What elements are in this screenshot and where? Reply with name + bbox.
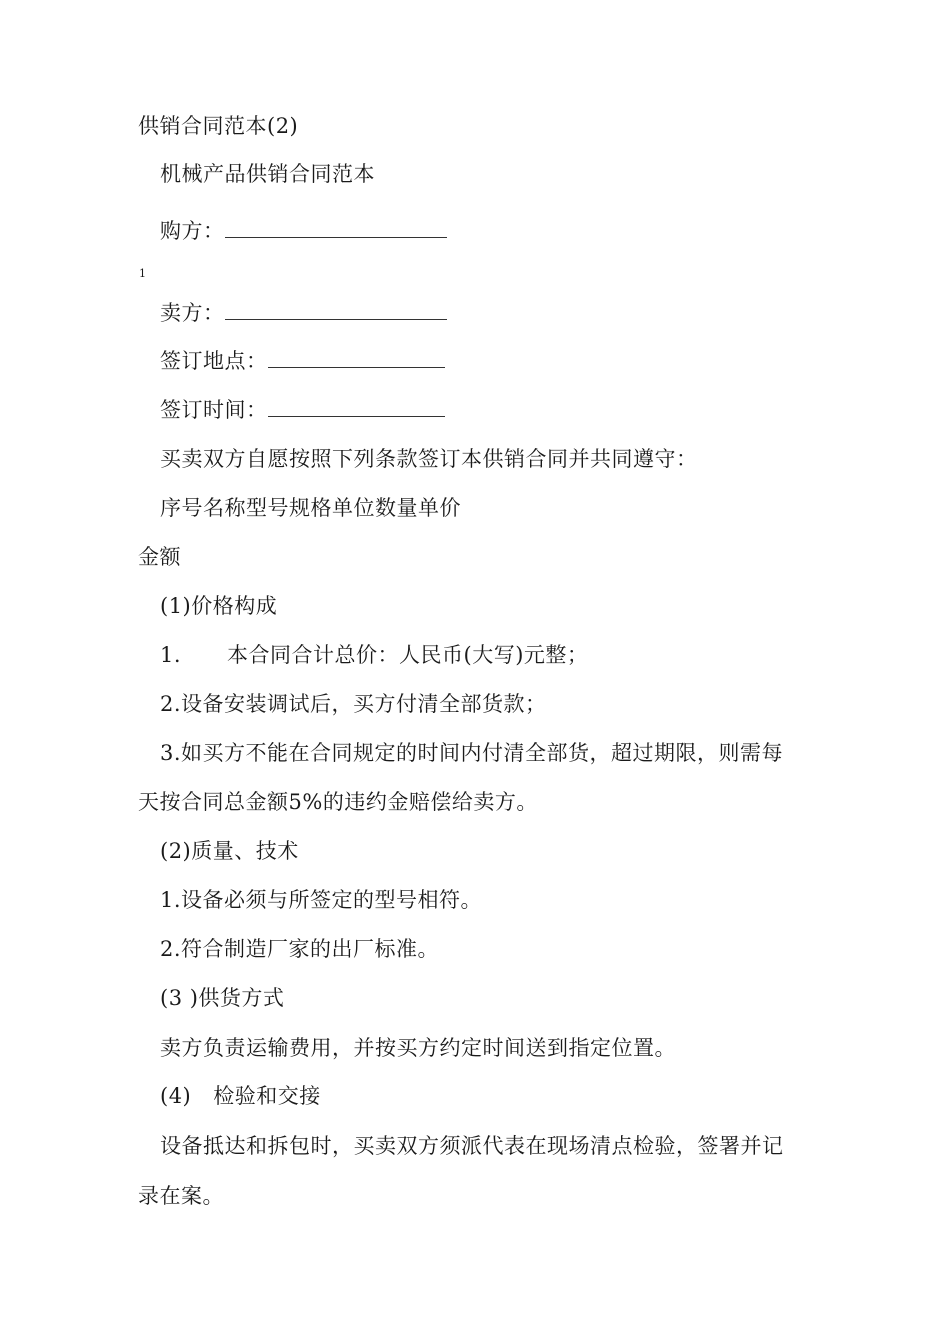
time-label: 签订时间：	[160, 398, 268, 422]
section-3-text: 卖方负责运输费用，并按买方约定时间送到指定位置。	[160, 1036, 676, 1060]
place-blank	[268, 347, 445, 368]
buyer-line	[160, 217, 447, 245]
section-1-item-2: 2.设备安装调试后，买方付清全部货款；	[160, 692, 547, 716]
seller-blank	[225, 299, 447, 320]
section-1-item-1-number: 1.	[160, 643, 182, 667]
buyer-blank	[225, 217, 447, 238]
section-2-item-2: 2.符合制造厂家的出厂标准。	[160, 937, 440, 961]
section-1-title: (1)价格构成	[160, 594, 278, 618]
intro-paragraph: 买卖双方自愿按照下列条款签订本供销合同并共同遵守：	[160, 447, 698, 471]
section-4-text-line-2: 录在案。	[138, 1184, 224, 1208]
margin-mark: 1	[139, 267, 146, 280]
time-blank	[268, 396, 445, 417]
place-label: 签订地点：	[160, 349, 268, 373]
table-header-continued: 金额	[138, 545, 181, 569]
section-3-title: (3 )供货方式	[160, 986, 285, 1010]
section-4-number: (4)	[160, 1084, 192, 1108]
place-line	[160, 347, 445, 375]
seller-label: 卖方：	[160, 301, 225, 325]
section-4-title-line	[160, 1082, 321, 1110]
seller-line	[160, 299, 447, 327]
section-1-item-3-line-1: 3.如买方不能在合同规定的时间内付清全部货，超过期限，则需每	[160, 741, 784, 765]
section-1-item-3-line-2: 天按合同总金额5%的违约金赔偿给卖方。	[138, 790, 538, 814]
time-line	[160, 396, 445, 424]
section-1-item-1-text: 本合同合计总价：人民币(大写)元整；	[227, 643, 589, 667]
document-title: 供销合同范本(2)	[138, 114, 299, 138]
section-1-item-1	[160, 641, 588, 669]
document-subtitle: 机械产品供销合同范本	[160, 162, 375, 186]
section-4-text-line-1: 设备抵达和拆包时，买卖双方须派代表在现场清点检验，签署并记	[160, 1134, 784, 1158]
section-4-title: 检验和交接	[213, 1084, 321, 1108]
buyer-label: 购方：	[160, 219, 225, 243]
table-header: 序号名称型号规格单位数量单价	[160, 496, 461, 520]
section-2-item-1: 1.设备必须与所签定的型号相符。	[160, 888, 483, 912]
section-2-title: (2)质量、技术	[160, 839, 299, 863]
